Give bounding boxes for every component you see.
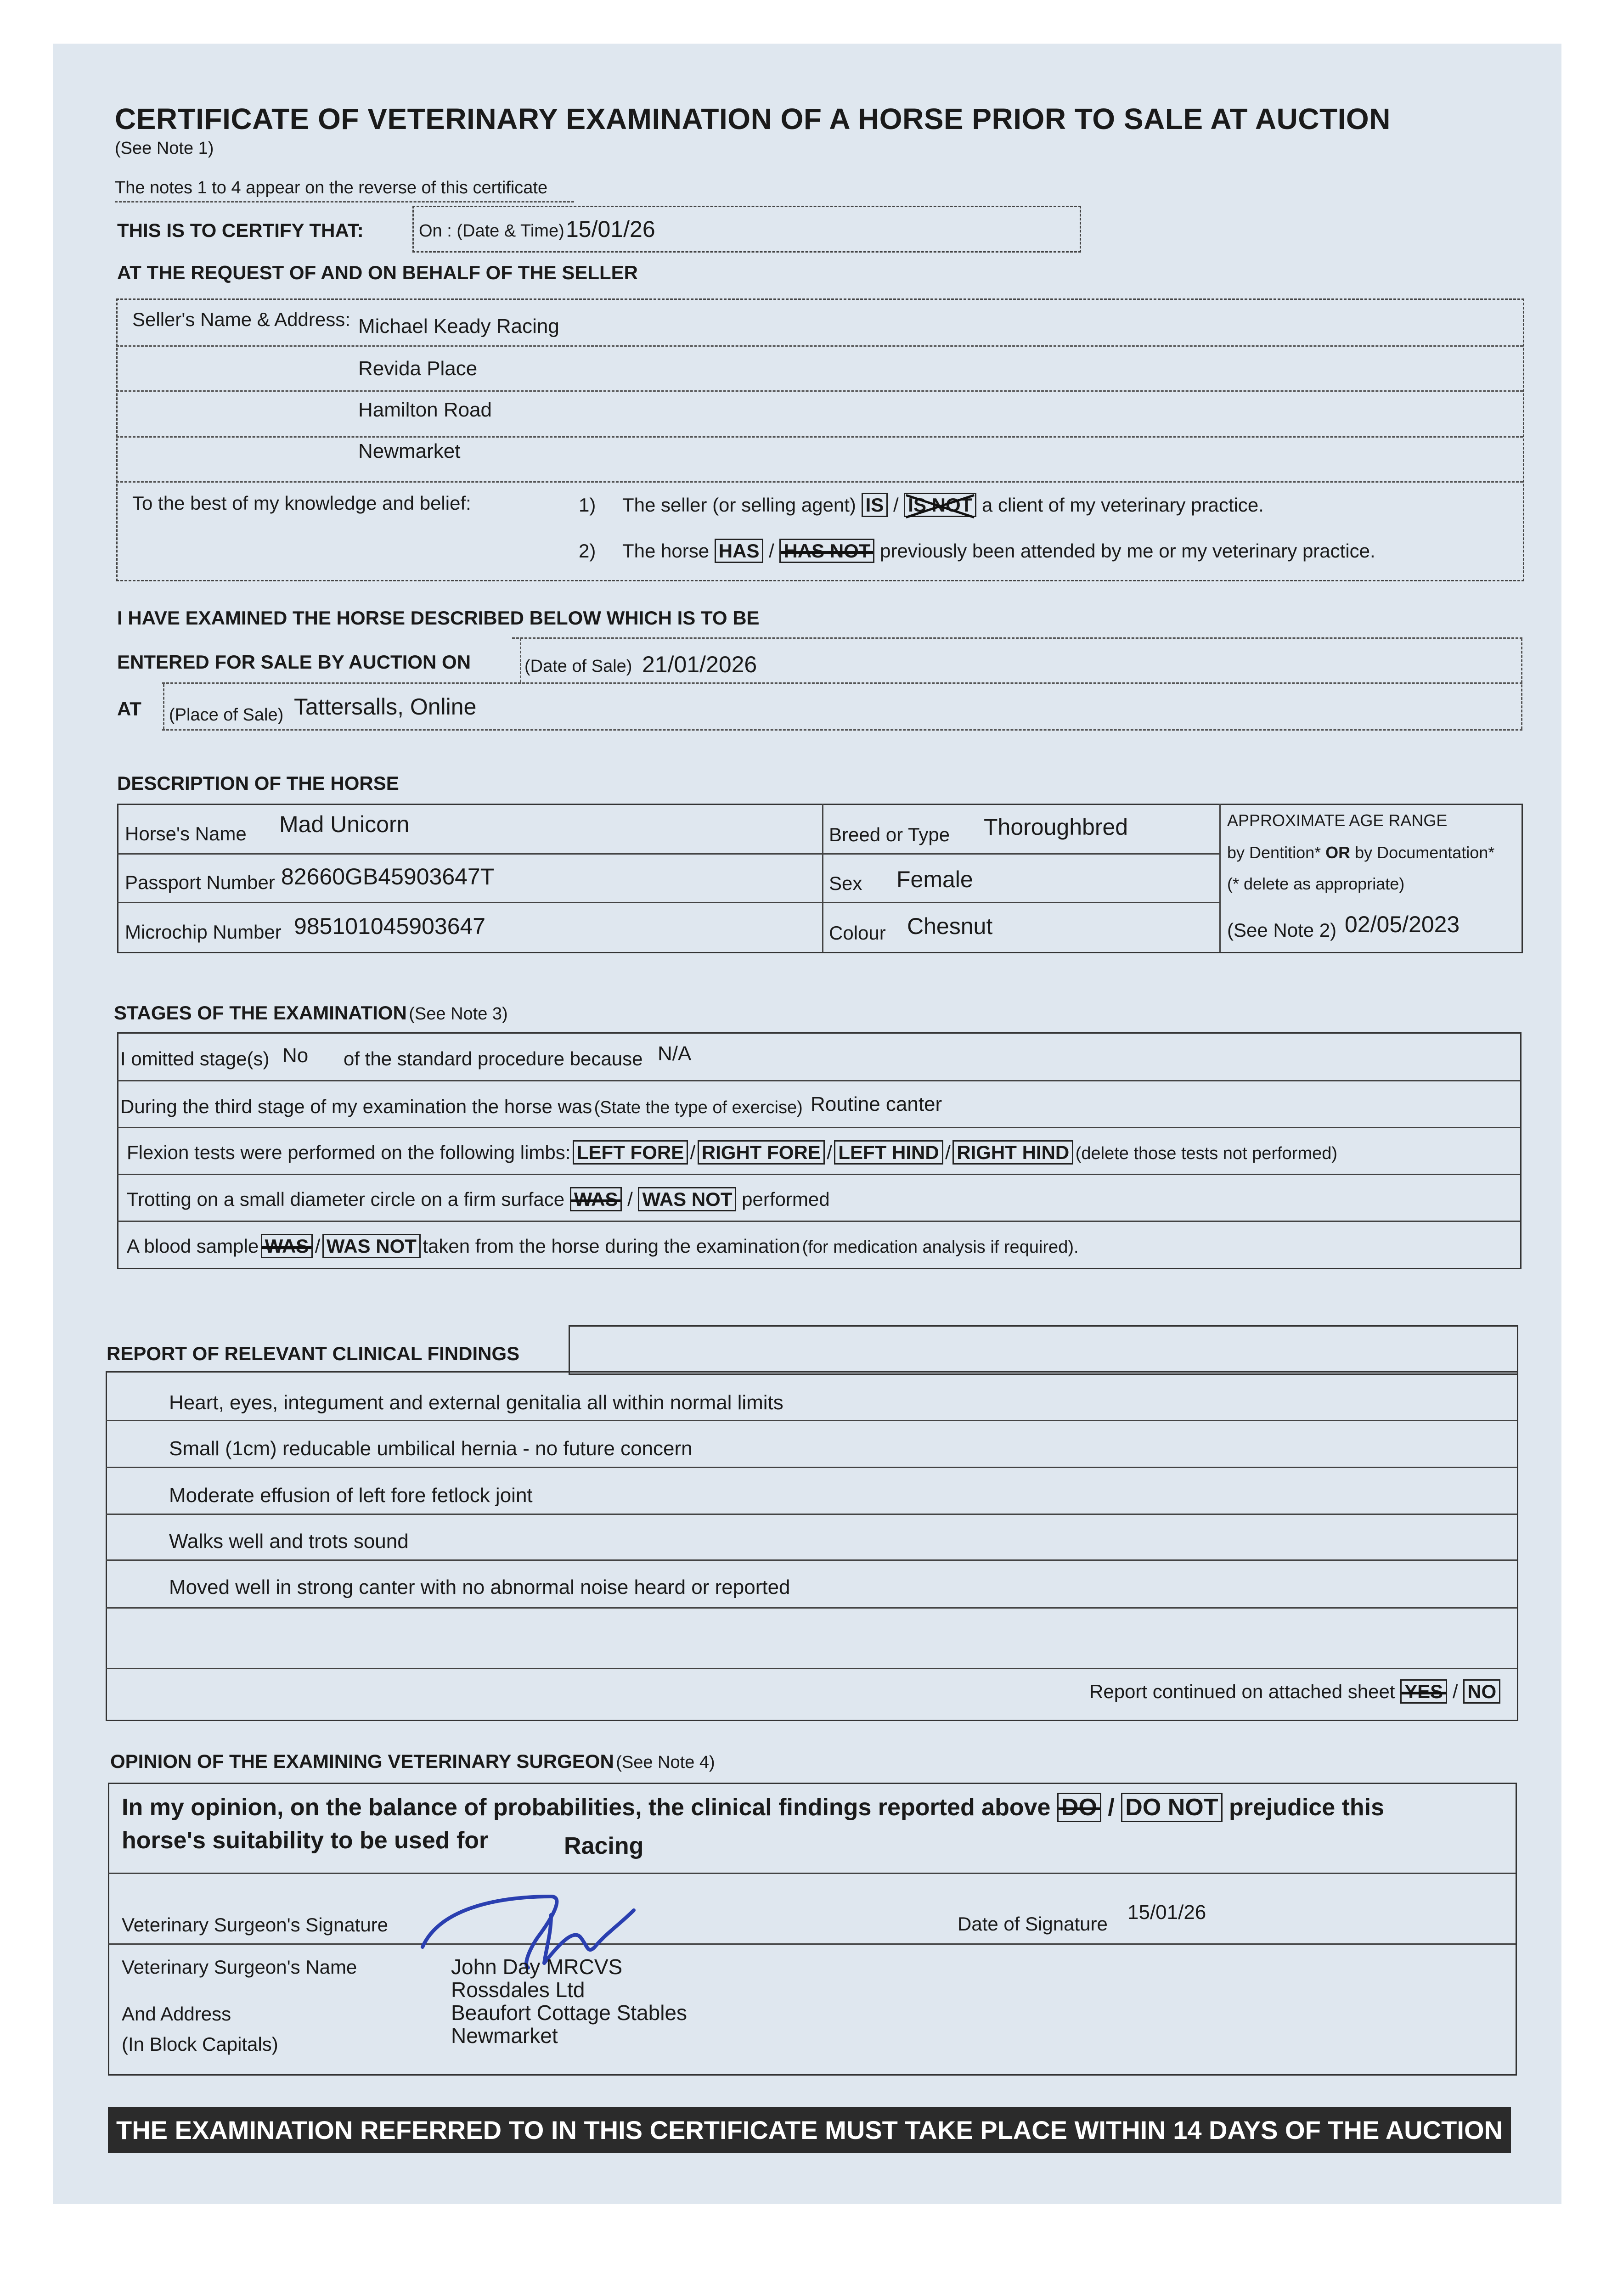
option-is[interactable]: IS — [862, 493, 888, 517]
at-label: AT — [117, 698, 141, 720]
passport-label: Passport Number — [125, 872, 275, 893]
opinion-do[interactable]: DO — [1057, 1793, 1101, 1822]
horse-name-value: Mad Unicorn — [279, 811, 410, 837]
opinion-line-1-text — [122, 1794, 1384, 1821]
opinion-pre: In my opinion, on the balance of probabilities, the clinical findings reported above — [122, 1794, 1051, 1821]
omitted-value: No — [282, 1044, 309, 1067]
blood-was-not[interactable]: WAS NOT — [322, 1234, 421, 1258]
signature-label: Veterinary Surgeon's Signature — [122, 1914, 389, 1936]
opinion-do-not[interactable]: DO NOT — [1121, 1793, 1222, 1822]
notes-line: The notes 1 to 4 appear on the reverse of this certificate — [115, 178, 548, 197]
intended-use-value: Racing — [564, 1833, 644, 1859]
belief-label: To the best of my knowledge and belief: — [132, 492, 471, 514]
statement-1-num: 1) — [579, 494, 596, 516]
desc-col-line-2 — [1219, 804, 1221, 952]
sale-place-label: (Place of Sale) — [169, 705, 284, 725]
horse-name-label: Horse's Name — [125, 823, 247, 844]
colour-value: Chesnut — [907, 913, 993, 939]
vet-practice: Rossdales Ltd — [451, 1978, 585, 2002]
flexion-sep-3: / — [945, 1142, 951, 1163]
option-is-not[interactable]: IS NOT — [904, 493, 976, 517]
stages-heading-text: STAGES OF THE EXAMINATION — [114, 1002, 407, 1024]
statement-1-sep: / — [893, 494, 899, 516]
continued-yes[interactable]: YES — [1400, 1679, 1447, 1704]
footer-banner: THE EXAMINATION REFERRED TO IN THIS CERTIFICATE MUST TAKE PLACE WITHIN 14 DAYS OF THE AUCTION — [108, 2107, 1511, 2153]
blood-was[interactable]: WAS — [261, 1234, 313, 1258]
findings-line-2 — [106, 1467, 1517, 1468]
opinion-sep: / — [1108, 1794, 1115, 1821]
date-of-signature-value: 15/01/26 — [1127, 1901, 1206, 1924]
place-divider — [163, 684, 164, 729]
seller-name: Michael Keady Racing — [358, 315, 559, 338]
sale-date-label: (Date of Sale) — [524, 657, 632, 676]
seller-label: Seller's Name & Address: — [132, 309, 350, 330]
desc-row-line-1 — [117, 853, 1220, 855]
seller-address-3: Newmarket — [358, 440, 461, 462]
trot-post: performed — [742, 1188, 830, 1210]
sale-place-bottom-line — [162, 729, 1522, 731]
stage-line-1 — [117, 1080, 1520, 1081]
sex-label: Sex — [829, 872, 862, 894]
flexion-note: (delete those tests not performed) — [1075, 1144, 1338, 1163]
trot-sep: / — [627, 1188, 633, 1210]
trot-was-not[interactable]: WAS NOT — [638, 1187, 736, 1211]
sex-value: Female — [896, 867, 973, 892]
findings-line-5 — [106, 1607, 1517, 1609]
vet-address-1: Beaufort Cottage Stables — [451, 2001, 687, 2025]
sale-right-edge — [1521, 638, 1522, 729]
passport-value: 82660GB45903647T — [281, 864, 495, 889]
because-label: of the standard procedure because — [344, 1048, 643, 1069]
finding-2: Small (1cm) reducable umbilical hernia - no future concern — [169, 1437, 693, 1460]
findings-heading: REPORT OF RELEVANT CLINICAL FINDINGS — [107, 1343, 520, 1364]
blood-sep: / — [315, 1235, 321, 1257]
continued-row — [1089, 1681, 1500, 1703]
description-heading: DESCRIPTION OF THE HORSE — [117, 772, 399, 794]
blood-note: (for medication analysis if required). — [802, 1238, 1079, 1257]
statement-1-post: a client of my veterinary practice. — [981, 494, 1264, 516]
sale-heading-1: I HAVE EXAMINED THE HORSE DESCRIBED BELOW WHICH IS TO BE — [117, 607, 760, 629]
trot-row — [127, 1188, 830, 1210]
flexion-sep-2: / — [827, 1142, 832, 1163]
continued-sep: / — [1452, 1681, 1458, 1702]
seller-line-3 — [116, 436, 1523, 438]
opinion-post: prejudice this — [1229, 1794, 1385, 1821]
age-by-documentation[interactable]: by Documentation* — [1355, 843, 1495, 862]
request-label: AT THE REQUEST OF AND ON BEHALF OF THE SELLER — [117, 262, 638, 283]
opinion-heading-text: OPINION OF THE EXAMINING VETERINARY SURGEON — [110, 1750, 614, 1772]
option-has[interactable]: HAS — [715, 539, 764, 563]
breed-label: Breed or Type — [829, 824, 950, 845]
blood-post: taken from the horse during the examination — [423, 1235, 800, 1257]
desc-col-line-1 — [822, 804, 823, 952]
vet-address-label: And Address — [122, 2003, 231, 2025]
findings-header-field[interactable] — [569, 1325, 1518, 1375]
flexion-right-fore[interactable]: RIGHT FORE — [698, 1140, 825, 1165]
age-value: 02/05/2023 — [1345, 912, 1460, 937]
omitted-label: I omitted stage(s) — [120, 1048, 270, 1069]
finding-4: Walks well and trots sound — [169, 1530, 409, 1553]
sale-place-top-line — [162, 682, 1522, 684]
stages-heading-note: (See Note 3) — [409, 1004, 508, 1024]
flexion-row — [127, 1142, 1337, 1164]
finding-1: Heart, eyes, integument and external genitalia all within normal limits — [169, 1391, 783, 1414]
statement-2-sep: / — [769, 540, 774, 562]
findings-line-4 — [106, 1559, 1517, 1561]
seller-line-1 — [116, 345, 1523, 347]
continued-label: Report continued on attached sheet — [1089, 1681, 1395, 1702]
opinion-heading — [110, 1750, 715, 1773]
statement-1 — [622, 494, 1264, 516]
sale-date-value: 21/01/2026 — [642, 652, 757, 677]
colour-label: Colour — [829, 922, 886, 944]
date-of-signature-label: Date of Signature — [958, 1913, 1108, 1935]
blood-label: A blood sample — [127, 1235, 259, 1257]
blood-row — [127, 1235, 1079, 1257]
seller-address-1: Revida Place — [358, 357, 478, 380]
microchip-value: 985101045903647 — [294, 913, 486, 939]
microchip-label: Microchip Number — [125, 921, 282, 943]
on-date-value: 15/01/26 — [566, 216, 655, 242]
vet-name: John Day MRCVS — [451, 1955, 623, 1979]
vet-name-label: Veterinary Surgeon's Name — [122, 1956, 357, 1978]
stage-line-2 — [117, 1127, 1520, 1128]
opinion-heading-note: (See Note 4) — [616, 1753, 715, 1772]
desc-row-line-2 — [117, 902, 1220, 903]
age-or: OR — [1325, 843, 1351, 862]
option-has-not[interactable]: HAS NOT — [779, 539, 874, 563]
findings-line-6 — [106, 1668, 1517, 1669]
seller-line-2 — [116, 390, 1523, 392]
statement-2-num: 2) — [579, 540, 596, 562]
stage-line-4 — [117, 1221, 1520, 1222]
age-range-heading: APPROXIMATE AGE RANGE — [1227, 811, 1448, 830]
sale-place-value: Tattersalls, Online — [294, 694, 477, 720]
statement-1-pre: The seller (or selling agent) — [622, 494, 856, 516]
seller-line-4 — [116, 481, 1523, 483]
sale-date-divider — [520, 638, 521, 682]
age-note: (See Note 2) — [1227, 919, 1337, 941]
statement-2-pre: The horse — [622, 540, 710, 562]
notes-underline — [115, 201, 574, 203]
third-stage-note: (State the type of exercise) — [594, 1098, 803, 1117]
opinion-line-1 — [108, 1873, 1516, 1874]
flexion-label: Flexion tests were performed on the following limbs: — [127, 1142, 571, 1163]
vet-address-2: Newmarket — [451, 2024, 558, 2048]
opinion-line-2 — [108, 1943, 1516, 1945]
finding-5: Moved well in strong canter with no abnormal noise heard or reported — [169, 1576, 790, 1598]
stage-line-3 — [117, 1174, 1520, 1175]
flexion-sep-1: / — [690, 1142, 696, 1163]
because-value: N/A — [658, 1042, 692, 1065]
flexion-left-fore[interactable]: LEFT FORE — [573, 1140, 688, 1165]
findings-line-1 — [106, 1420, 1517, 1421]
age-by-dentition[interactable]: by Dentition* — [1227, 843, 1321, 862]
stages-heading — [114, 1002, 508, 1024]
flexion-right-hind[interactable]: RIGHT HIND — [952, 1140, 1073, 1165]
on-date-label: On : (Date & Time) — [419, 221, 564, 241]
sale-date-top-line — [512, 637, 1522, 639]
vet-name-address — [451, 1955, 687, 2047]
statement-2-post: previously been attended by me or my veterinary practice. — [880, 540, 1375, 562]
block-capitals-label: (In Block Capitals) — [122, 2033, 278, 2055]
sale-heading-2: ENTERED FOR SALE BY AUCTION ON — [117, 651, 471, 673]
third-stage-label: During the third stage of my examination the horse was — [120, 1096, 592, 1117]
continued-no[interactable]: NO — [1463, 1679, 1500, 1704]
trot-was[interactable]: WAS — [570, 1187, 622, 1211]
seller-address-2: Hamilton Road — [358, 399, 492, 421]
breed-value: Thoroughbred — [984, 814, 1128, 840]
certify-label: THIS IS TO CERTIFY THAT: — [117, 219, 364, 241]
third-stage-value: Routine canter — [811, 1093, 942, 1115]
flexion-left-hind[interactable]: LEFT HIND — [834, 1140, 943, 1165]
third-stage-row — [120, 1096, 803, 1118]
statement-2 — [622, 540, 1375, 562]
trot-label: Trotting on a small diameter circle on a firm surface — [127, 1188, 565, 1210]
opinion-line-2-text: horse's suitability to be used for — [122, 1827, 489, 1854]
title-note: (See Note 1) — [115, 139, 214, 158]
age-range-methods — [1227, 843, 1494, 862]
finding-3: Moderate effusion of left fore fetlock joint — [169, 1484, 533, 1507]
age-delete-note: (* delete as appropriate) — [1227, 874, 1405, 893]
certificate-title: CERTIFICATE OF VETERINARY EXAMINATION OF A HORSE PRIOR TO SALE AT AUCTION — [115, 102, 1391, 135]
findings-line-3 — [106, 1514, 1517, 1515]
